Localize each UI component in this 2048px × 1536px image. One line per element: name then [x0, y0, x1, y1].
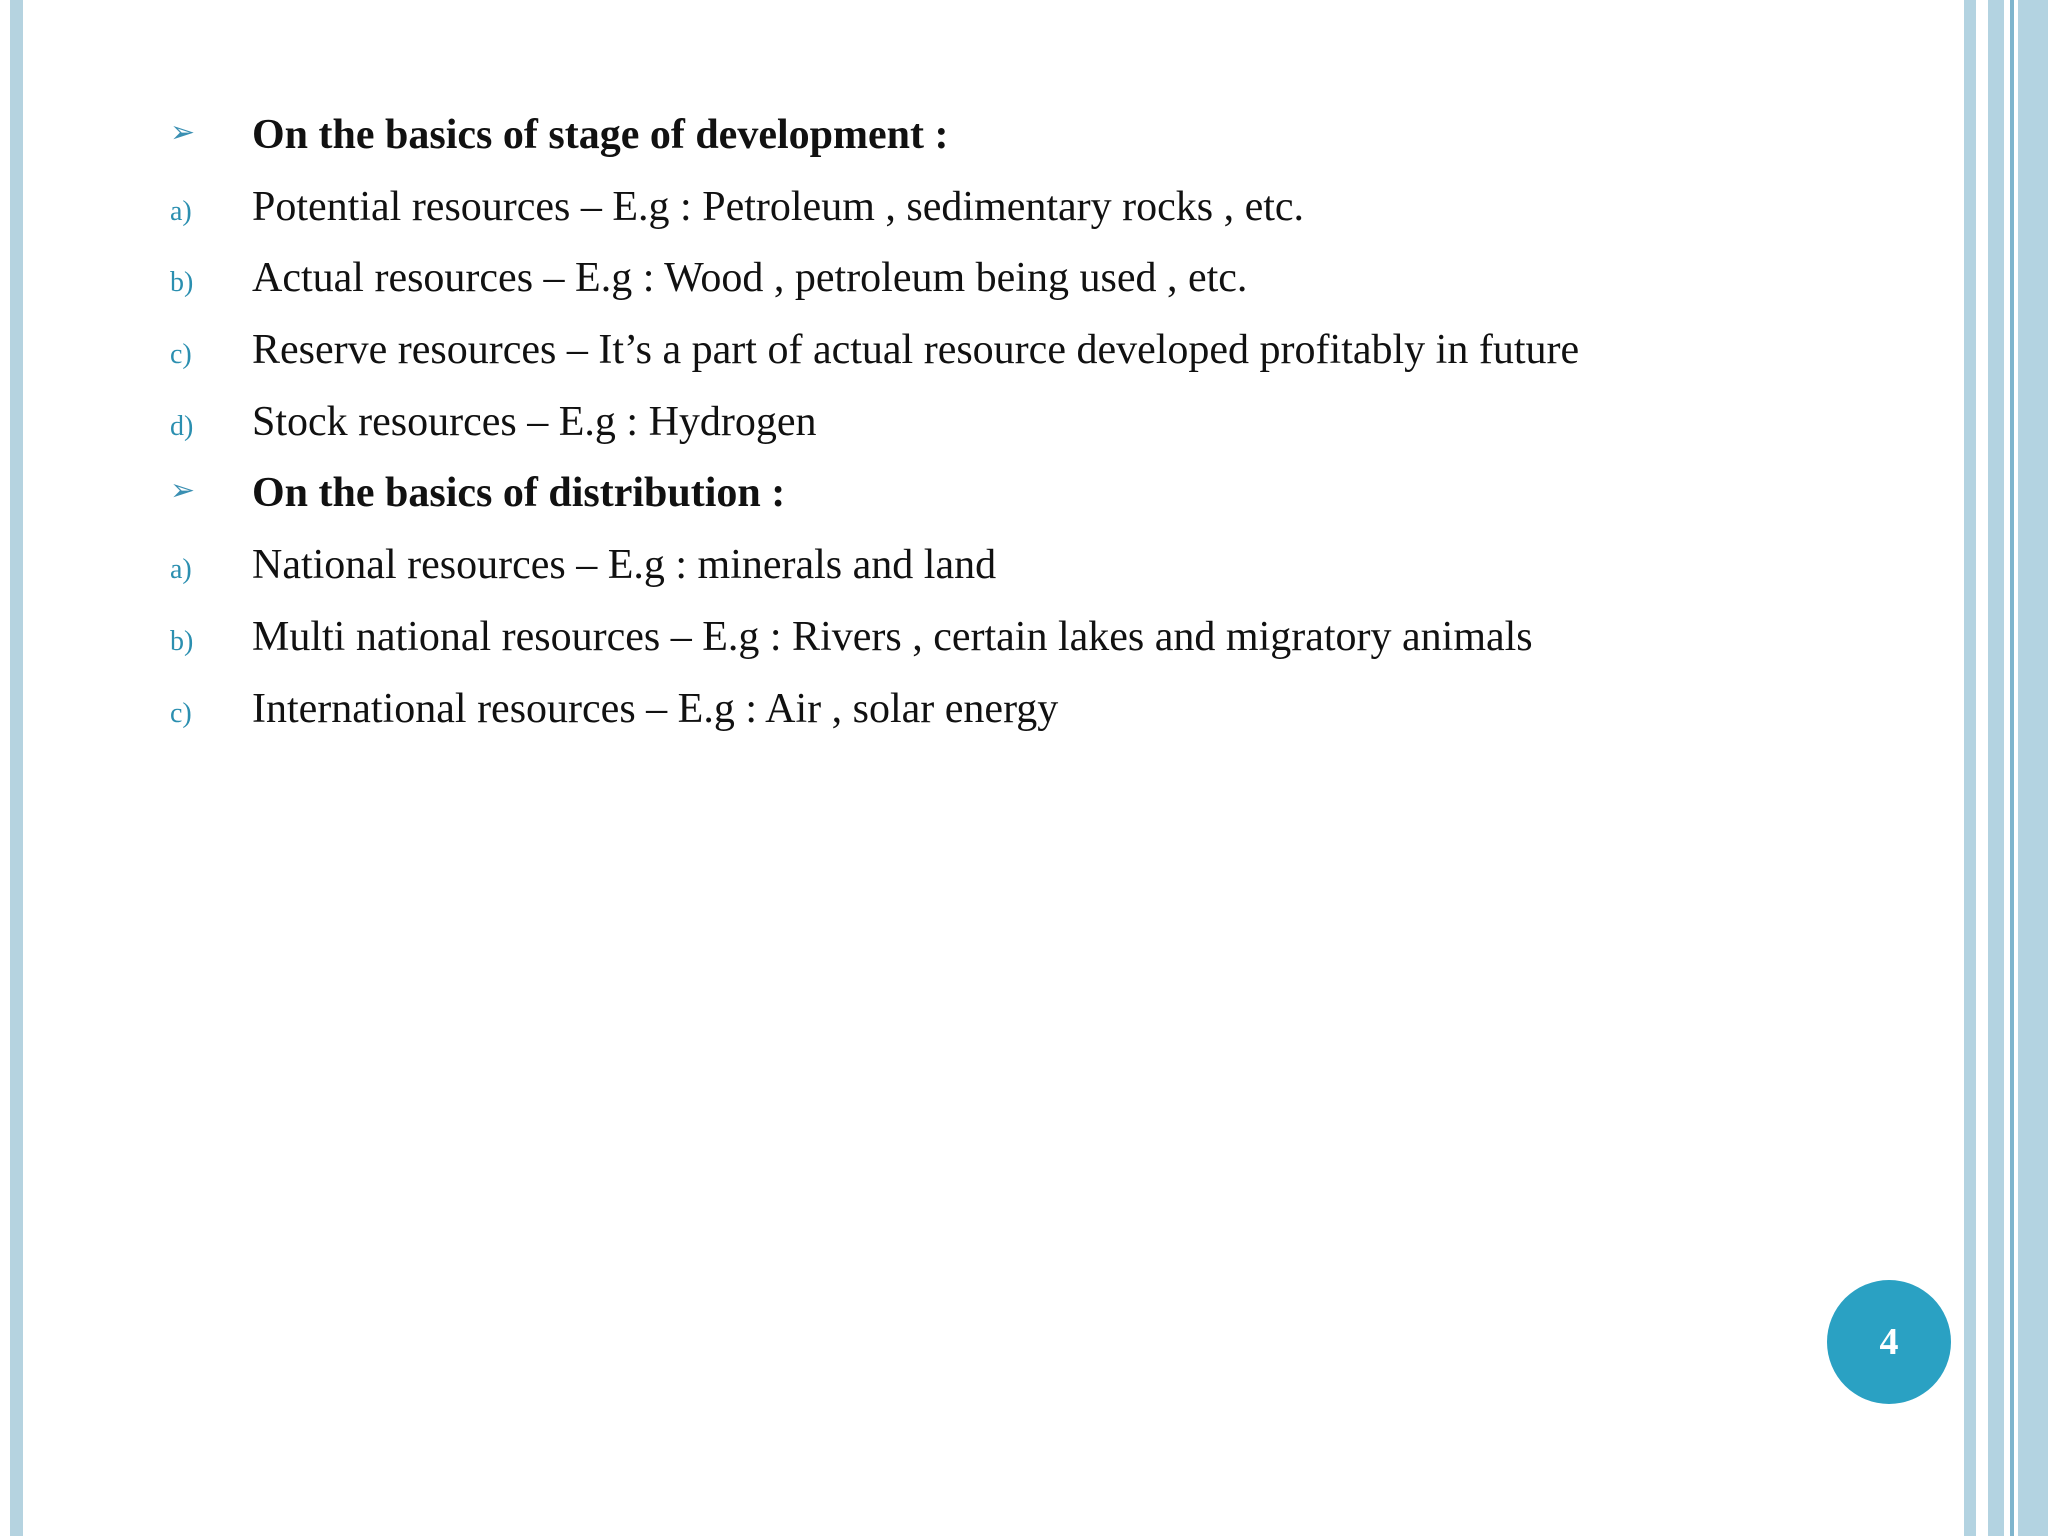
- section-heading: On the basics of distribution :: [252, 470, 786, 517]
- list-item-text: Reserve resources – It’s a part of actual resource developed profitably in future: [252, 327, 1580, 374]
- list-item-text: National resources – E.g : minerals and land: [252, 542, 997, 589]
- list-item: [170, 540, 1920, 612]
- list-item: [170, 684, 1920, 756]
- list-item: [170, 468, 1920, 540]
- list-marker: a): [170, 195, 192, 227]
- list-item: [170, 253, 1920, 325]
- list-item-text: International resources – E.g : Air , solar energy: [252, 685, 1059, 732]
- list-item-text: Stock resources – E.g : Hydrogen: [252, 398, 817, 445]
- list-marker: b): [170, 267, 194, 299]
- bullet-list: [170, 110, 1920, 755]
- list-marker: d): [170, 410, 194, 442]
- list-item-text: Multi national resources – E.g : Rivers , certain lakes and migratory animals: [252, 613, 1533, 660]
- page-number-badge: [1827, 1280, 1951, 1404]
- list-item: [170, 182, 1920, 254]
- list-item: [170, 397, 1920, 469]
- list-marker: c): [170, 339, 192, 371]
- list-item: [170, 325, 1920, 397]
- list-item-text: Actual resources – E.g : Wood , petroleum being used , etc.: [252, 255, 1248, 302]
- left-border-bar: [10, 0, 23, 1536]
- list-marker: b): [170, 625, 194, 657]
- list-item: [170, 110, 1920, 182]
- right-border-bar-3: [2010, 0, 2014, 1536]
- section-heading: On the basics of stage of development :: [252, 112, 949, 158]
- right-border-bar-4: [2018, 0, 2048, 1536]
- arrow-bullet-icon: ➢: [170, 474, 196, 508]
- list-marker: a): [170, 554, 192, 586]
- right-border-bars: [1964, 0, 2048, 1536]
- page-number: 4: [1879, 1321, 1899, 1363]
- list-item: [170, 612, 1920, 684]
- list-marker: c): [170, 697, 192, 729]
- list-item-text: Potential resources – E.g : Petroleum , sedimentary rocks , etc.: [252, 183, 1305, 230]
- right-border-bar-1: [1964, 0, 1976, 1536]
- right-border-bar-2: [1988, 0, 2004, 1536]
- arrow-bullet-icon: ➢: [170, 116, 196, 149]
